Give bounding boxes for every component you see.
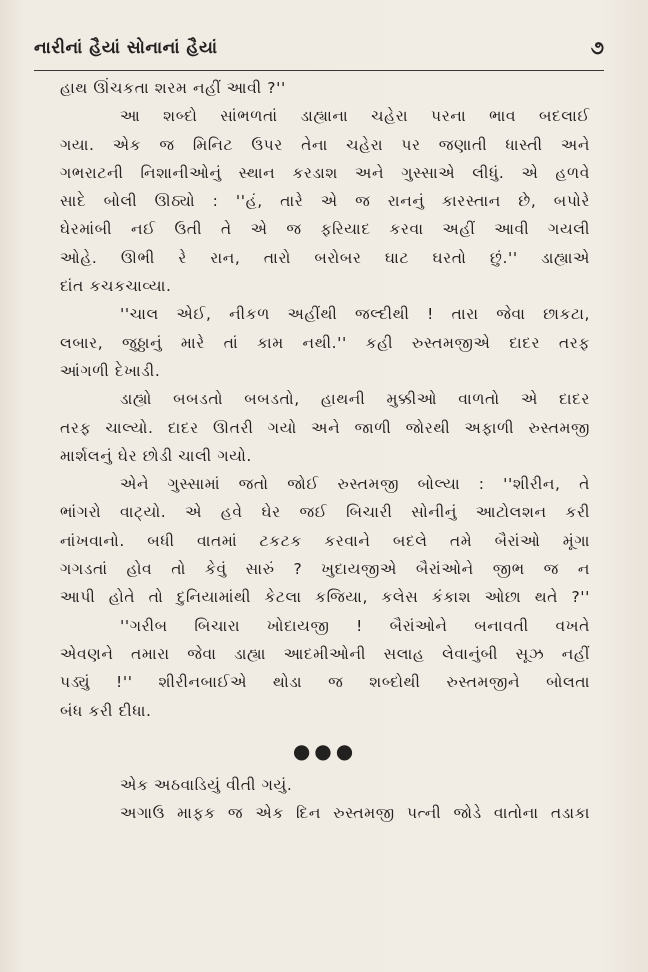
text-line: આંગળી દેખાડી. bbox=[60, 361, 161, 380]
header-title: નારીનાં હૈયાં સોનાનાં હૈયાં bbox=[34, 38, 218, 58]
page-number: ૭ bbox=[590, 37, 604, 59]
text-line: ઓહે. ઊભી રે રાન, તારો બરોબર ઘાટ ઘરતો છું.'' ડાહ્યાએ bbox=[60, 248, 590, 267]
text-line: બંધ કરી દીધા. bbox=[60, 701, 152, 720]
running-header bbox=[34, 26, 604, 71]
text-line: દાંત કચકચાવ્યા. bbox=[60, 277, 172, 296]
text-line: ''ગરીબ બિચારા ખોદાયજી ! બૈરાંઓને બનાવતી વખતે bbox=[120, 616, 590, 635]
text-line: ડાહ્યો બબડતો બબડતો, હાથની મુક્કીઓ વાળતો એ દાદર bbox=[120, 390, 590, 409]
text-line: એક અઠવાડિયું વીતી ગયું. bbox=[120, 776, 293, 795]
text-line: એને ગુસ્સામાં જતો જોઈ રુસ્તમજી બોલ્યા : ''શીરીન, તે bbox=[120, 475, 590, 494]
text-line: સાદે બોલી ઊઠ્યો : ''હં, તારે એ જ રાનનું કારસ્તાન છે, બપોરે bbox=[60, 192, 590, 211]
text-line: ગગડતાં હોવ તો કેવું સારું ? ખુદાયજીએ બૈરાંઓને જીભ જ ન bbox=[60, 560, 590, 579]
text-line: આ શબ્દો સાંભળતાં ડાહ્યાના ચહેરા પરના ભાવ બદલાઈ bbox=[120, 107, 590, 126]
text-line: ગભરાટની નિશાનીઓનું સ્થાન કરડાશ અને ગુસ્સાએ લીધું. એ હળવે bbox=[60, 163, 590, 182]
text-line: નાંખવાનો. બધી વાતમાં ટકટક કરવાને બદલે તમે બૈરાંઓ મૂંગા bbox=[60, 531, 590, 550]
text-line: તરફ ચાલ્યો. દાદર ઊતરી ગયો અને જાળી જોરથી અફાળી રુસ્તમજી bbox=[60, 418, 590, 437]
text-line: ઘેરમાંબી નઈ ઉતી તે એ જ ફરિયાદ કરવા અહીં આવી ગયલી bbox=[60, 220, 590, 239]
body-text bbox=[60, 74, 590, 828]
text-line: માર્શલનું ઘેર છોડી ચાલી ગયો. bbox=[60, 446, 252, 465]
text-line: ''ચાલ એઈ, નીકળ અહીંથી જલ્દીથી ! તારા જેવા છાકટા, bbox=[120, 305, 590, 324]
text-line: અગાઉ માફક જ એક દિન રુસ્તમજી પત્ની જોડે વાતોના તડાકા bbox=[120, 804, 590, 823]
text-line: હાથ ઊંચકતા શરમ નહીં આવી ?'' bbox=[60, 79, 286, 97]
text-line: પડ્યું !'' શીરીનબાઈએ થોડા જ શબ્દોથી રુસ્તમજીને બોલતા bbox=[60, 673, 590, 692]
text-line: આપી હોતે તો દુનિયામાંથી કેટલા કજિયા, કલેસ કંકાશ ઓછા થતે ?'' bbox=[60, 588, 590, 607]
text-line: એવણને તમારા જેવા ડાહ્યા આદમીઓની સલાહ લેવાનુંબી સૂઝ નહીં bbox=[60, 644, 590, 663]
section-separator: ●●● bbox=[292, 738, 358, 763]
text-line: ભાંગરો વાટ્યો. એ હવે ઘેર જઈ બિચારી સોનીનું આટોલશન કરી bbox=[60, 503, 590, 522]
text-line: ગયા. એક જ મિનિટ ઉપર તેના ચહેરા પર જણાતી ધાસ્તી અને bbox=[60, 135, 590, 154]
text-line: લબાર, જુઠ્ઠાનું મારે તાં કામ નથી.'' કહી રુસ્તમજીએ દાદર તરફ bbox=[60, 333, 590, 352]
